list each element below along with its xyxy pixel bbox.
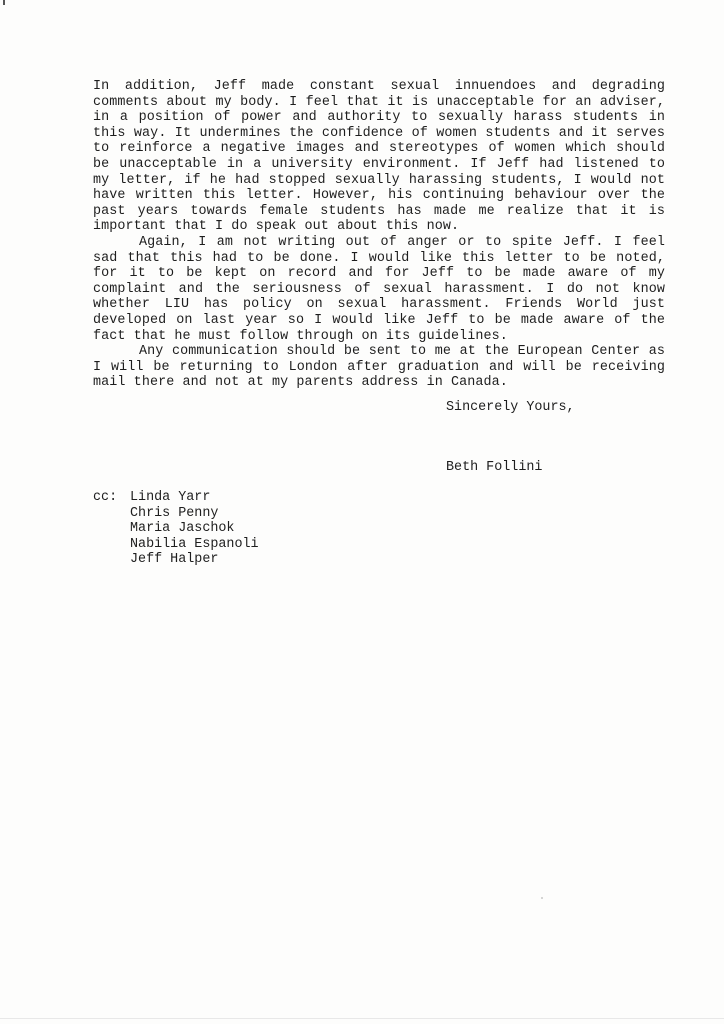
closing-salutation: Sincerely Yours, [446, 400, 575, 415]
letter-body [93, 79, 665, 391]
cc-recipient: Chris Penny [130, 505, 219, 521]
cc-recipients [130, 490, 259, 568]
cc-recipient: Nabilia Espanoli [130, 536, 259, 552]
cc-recipient: Maria Jaschok [130, 521, 235, 537]
paragraph-communication: Any communication should be sent to me at the European Center as I will be returning to London after graduation and will be receiving mail there and not at my parents address in Canada. [93, 344, 665, 391]
scan-corner-mark [3, 0, 5, 5]
paragraph-innuendoes: In addition, Jeff made constant sexual innuendoes and degrading comments about my body. I feel that it is unacceptable for an adviser, in a position of power and authority to sexually harass students in this way. It undermines the confidence of women students and it serves to reinforce a negative images and stereotypes of women which should be unacceptable in a university environment. If Jeff had listened to my letter, if he had stopped sexually harassing students, I would not have written this letter. However, his continuing behaviour over the past years towards female students has made me realize that it is important that I do speak out about this now. [93, 79, 665, 235]
scan-speck [541, 897, 543, 899]
cc-recipient: Jeff Halper [130, 552, 219, 568]
paragraph-not-anger: Again, I am not writing out of anger or to spite Jeff. I feel sad that this had to be done. I would like this letter to be noted, for it to be kept on record and for Jeff to be made aware of my complaint and the seriousness of sexual harassment. I do not know whether LIU has policy on sexual harassment. Friends World just developed on last year so I would like Jeff to be made aware of the fact that he must follow through on its guidelines. [93, 234, 665, 344]
cc-label: cc: [93, 490, 118, 505]
signature-name: Beth Follini [446, 460, 543, 475]
cc-list [93, 490, 259, 568]
scan-edge [0, 1018, 724, 1019]
cc-recipient: Linda Yarr [130, 490, 211, 505]
